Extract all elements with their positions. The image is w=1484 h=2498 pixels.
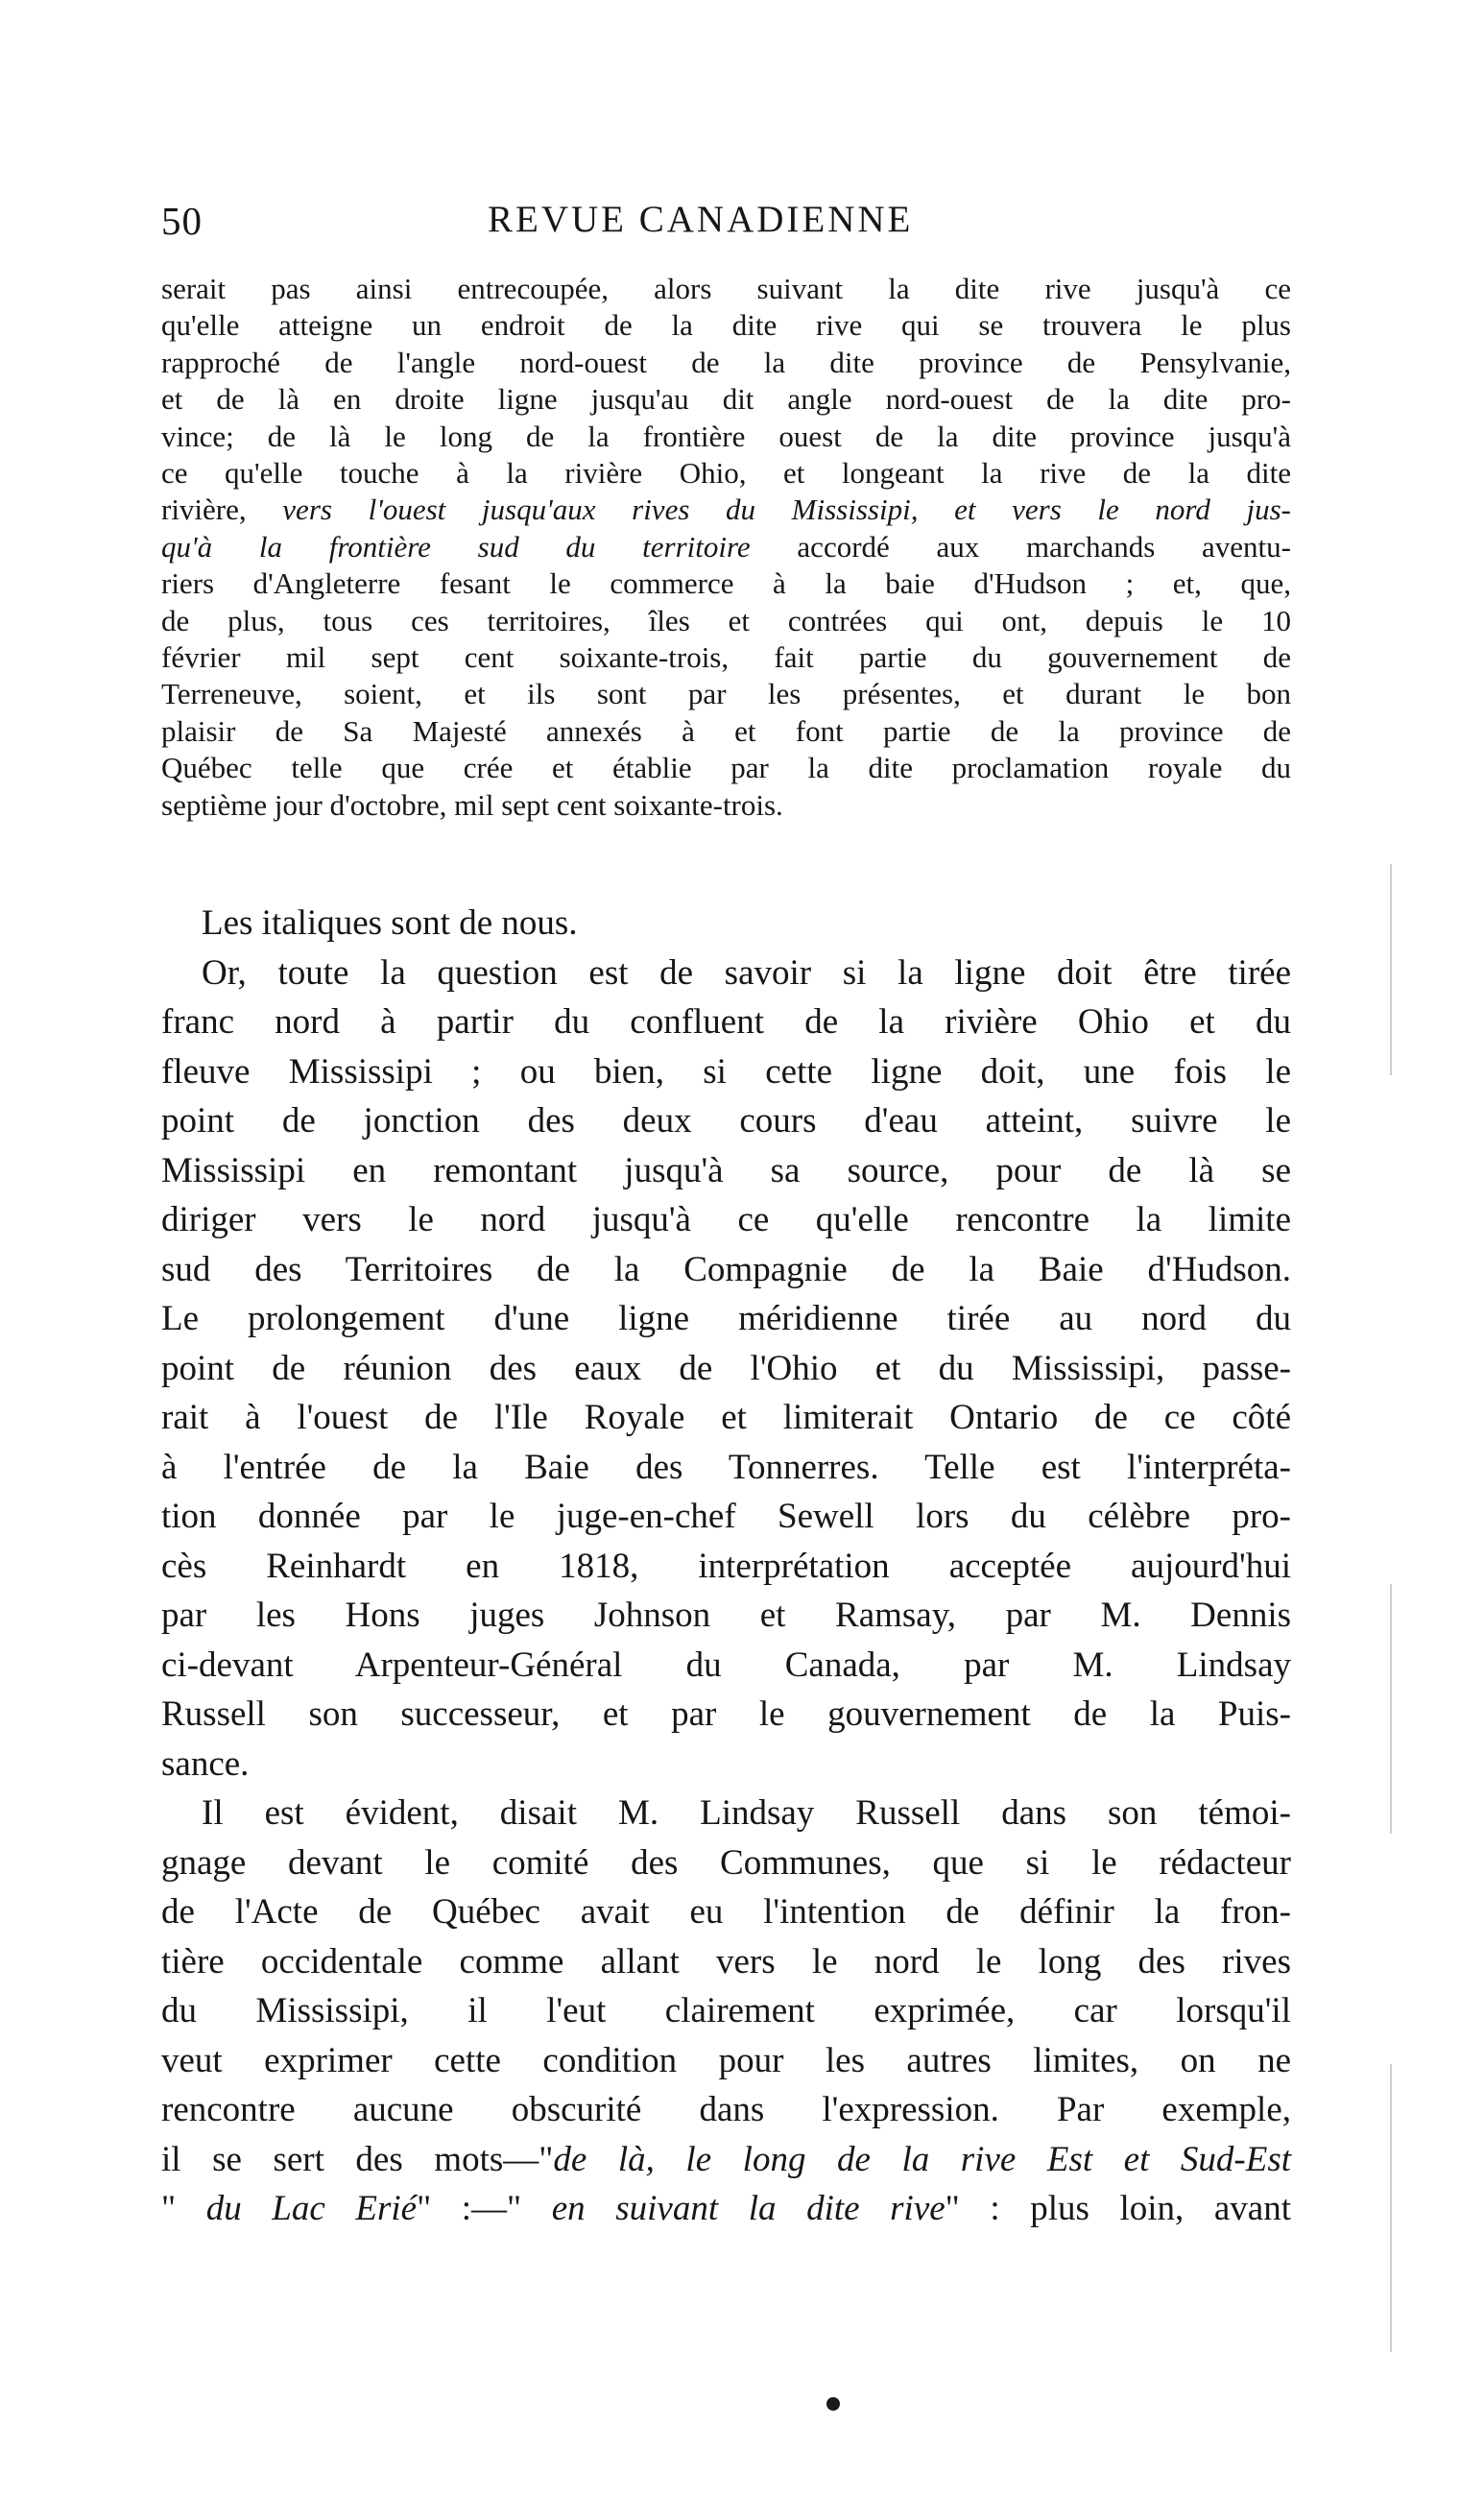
quoted-statute-block [161,271,1291,824]
body-line: cès Reinhardt en 1818, interprétation acceptée aujourd'hui [161,1546,1291,1586]
quote-line: de plus, tous ces territoires, îles et contrées qui ont, depuis le 10 [161,603,1291,637]
body-line: rencontre aucune obscurité dans l'expression. Par exemple, [161,2090,1291,2129]
quote-italic-text: vers l'ouest jusqu'aux rives du Mississipi, et vers le nord jus- [282,492,1291,527]
body-line: Russell son successeur, et par le gouvernement de la Puis- [161,1694,1291,1734]
body-italic-run: en suivant la dite rive [551,2189,945,2228]
body-text-run: " [161,2189,206,2228]
body-line: tière occidentale comme allant vers le nord le long des rives [161,1941,1291,1982]
body-line: Le prolongement d'une ligne méridienne tirée au nord du [161,1299,1291,1338]
page-number: 50 [161,199,203,243]
body-line: franc nord à partir du confluent de la rivière Ohio et du [161,1002,1291,1042]
body-text-run: " : plus loin, avant [945,2189,1292,2228]
body-line: sance. [161,1743,250,1784]
quote-line [161,529,1291,565]
quote-line: serait pas ainsi entrecoupée, alors suivant la dite rive jusqu'à ce [161,272,1291,305]
scan-edge-mark [1390,864,1392,1075]
body-line: diriger vers le nord jusqu'à ce qu'elle rencontre la limite [161,1200,1291,1239]
body-text-run: " :—" [417,2189,552,2228]
page-footer-dot [826,2397,840,2411]
body-line: par les Hons juges Johnson et Ramsay, par M. Dennis [161,1596,1291,1635]
quote-line: riers d'Angleterre fesant le commerce à la baie d'Hudson ; et, que, [161,566,1291,601]
body-text [161,899,1291,2234]
quote-line: ce qu'elle touche à la rivière Ohio, et longeant la rive de la dite [161,456,1291,491]
body-line: point de jonction des deux cours d'eau atteint, suivre le [161,1101,1291,1141]
body-line: Les italiques sont de nous. [202,903,578,943]
body-line: fleuve Mississipi ; ou bien, si cette ligne doit, une fois le [161,1051,1291,1092]
quote-line: qu'elle atteigne un endroit de la dite rive qui se trouvera le plus [161,308,1291,343]
body-line: gnage devant le comité des Communes, que si le rédacteur [161,1842,1291,1883]
body-line: sud des Territoires de la Compagnie de la Baie d'Hudson. [161,1249,1291,1289]
body-line: rait à l'ouest de l'Ile Royale et limiterait Ontario de ce côté [161,1398,1291,1437]
quote-line [161,492,1291,528]
quote-line: vince; de là le long de la frontière ouest de la dite province jusqu'à [161,419,1291,453]
body-italic-run: de là, le long de la rive Est et Sud-Est [553,2139,1292,2179]
body-line: point de réunion des eaux de l'Ohio et du Mississipi, passe- [161,1348,1291,1388]
scan-edge-mark [1390,1584,1392,1834]
body-line: tion donnée par le juge-en-chef Sewell lors du célèbre pro- [161,1497,1291,1536]
body-line: Or, toute la question est de savoir si la ligne doit être tirée [202,952,1291,993]
body-line: Mississipi en remontant jusqu'à sa source, pour de là se [161,1150,1291,1190]
scan-edge-mark [1390,2064,1392,2352]
quote-line: Terreneuve, soient, et ils sont par les présentes, et durant le bon [161,677,1291,711]
quote-italic-text: qu'à la frontière sud du territoire [161,529,751,564]
quote-line: rapproché de l'angle nord-ouest de la dite province de Pensylvanie, [161,345,1291,379]
body-line: Il est évident, disait M. Lindsay Russell dans son témoi- [202,1793,1291,1833]
body-line: veut exprimer cette condition pour les autres limites, on ne [161,2040,1291,2080]
quote-text: accordé aux marchands aventu- [750,529,1291,564]
body-line [161,2184,1291,2234]
quote-line: septième jour d'octobre, mil sept cent soixante-trois. [161,787,783,822]
quote-line: et de là en droite ligne jusqu'au dit angle nord-ouest de la dite pro- [161,382,1291,417]
body-line: ci-devant Arpenteur-Général du Canada, par M. Lindsay [161,1645,1291,1685]
quote-line: plaisir de Sa Majesté annexés à et font partie de la province de [161,713,1291,748]
body-text-run: il se sert des mots—" [161,2139,554,2179]
running-title: REVUE CANADIENNE [488,199,914,240]
body-line: à l'entrée de la Baie des Tonnerres. Telle est l'interpréta- [161,1447,1291,1487]
body-line: de l'Acte de Québec avait eu l'intention de définir la fron- [161,1892,1291,1932]
quote-line: février mil sept cent soixante-trois, fait partie du gouvernement de [161,640,1291,675]
quote-text: rivière, [161,492,283,527]
quote-line: Québec telle que crée et établie par la dite proclamation royale du [161,751,1291,785]
body-line [161,2135,1291,2185]
body-italic-run: du Lac Erié [205,2189,418,2228]
body-line: du Mississipi, il l'eut clairement exprimée, car lorsqu'il [161,1991,1291,2030]
